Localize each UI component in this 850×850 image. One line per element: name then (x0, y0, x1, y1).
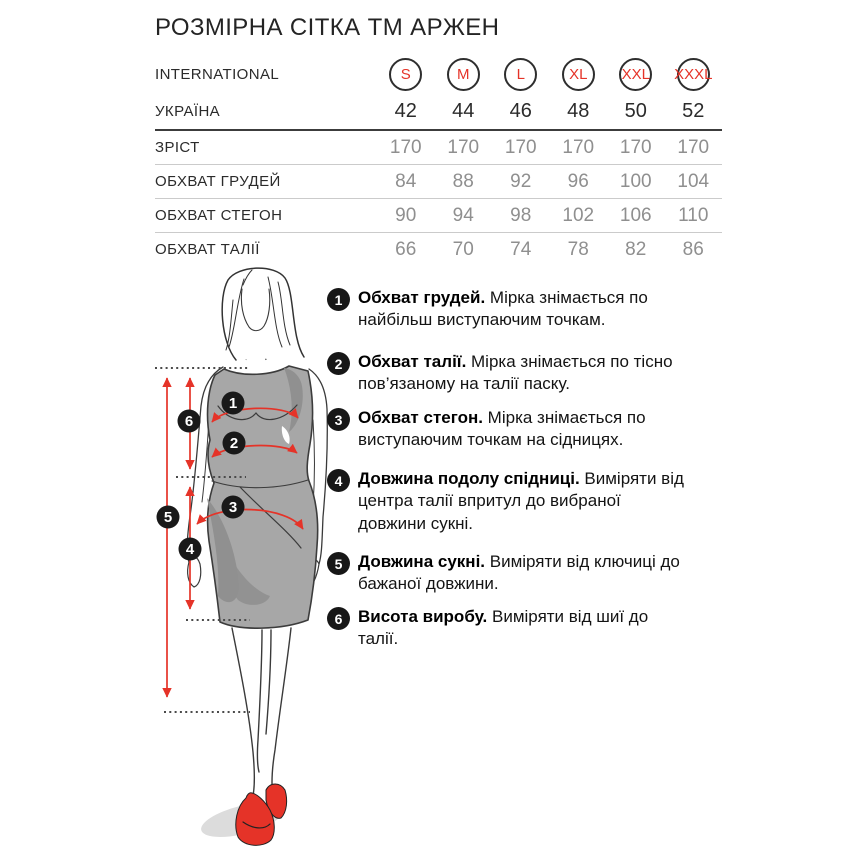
row-label-ukraine: УКРАЇНА (155, 102, 221, 120)
size-badge-xl: XL (562, 58, 595, 91)
marker-label-3: 3 (228, 499, 238, 517)
marker-label-2: 2 (229, 435, 239, 453)
measurement-term: Обхват стегон. (358, 408, 483, 427)
marker-label-6: 6 (184, 413, 194, 431)
measurement-desc: Виміряти від центра талії впритул до вибраної довжини сукні. (358, 469, 684, 533)
table-row-height: ЗРІСТ 170 170 170 170 170 170 (155, 131, 722, 165)
measurement-term: Висота виробу. (358, 607, 488, 626)
table-row-ukraine (155, 93, 722, 129)
measurement-item-3 (327, 407, 690, 452)
head (222, 268, 304, 360)
table-body (155, 129, 722, 266)
ukraine-size: 46 (509, 99, 532, 122)
legs (232, 628, 291, 800)
measurement-desc: Мірка знімається по виступаючим точкам на сідницях. (358, 408, 646, 450)
measurement-item-4 (327, 468, 690, 535)
measurement-desc: Виміряти від ключиці до бажаної довжини. (358, 552, 680, 594)
ukraine-size: 50 (624, 99, 647, 122)
size-badge-xxxl: XXXL (677, 58, 710, 91)
measurement-desc: Виміряти від шиї до талії. (358, 607, 649, 649)
size-badge-s: S (389, 58, 422, 91)
ukraine-size: 52 (682, 99, 705, 122)
item-number-badge: 5 (327, 552, 350, 575)
measurement-desc: Мірка знімається по найбільш виступаючим точкам. (358, 288, 648, 330)
marker-label-5: 5 (163, 509, 173, 527)
table-row-hips: ОБХВАТ СТЕГОН 90 94 98 102 106 110 (155, 199, 722, 233)
table-row-international (155, 55, 722, 93)
item-number-badge: 6 (327, 607, 350, 630)
red-shoes (236, 784, 287, 845)
woman-illustration (184, 268, 327, 845)
measurement-item-2 (327, 351, 690, 396)
table-row-chest: ОБХВАТ ГРУДЕЙ 84 88 92 96 100 104 (155, 165, 722, 199)
ukraine-size: 44 (452, 99, 475, 122)
measurement-term: Обхват грудей. (358, 288, 486, 307)
ukraine-size: 48 (567, 99, 590, 122)
item-number-badge: 1 (327, 288, 350, 311)
table-row-waist: ОБХВАТ ТАЛІЇ 66 70 74 78 82 86 (155, 238, 704, 260)
measurement-term: Довжина сукні. (358, 552, 486, 571)
page-title: РОЗМІРНА СІТКА ТМ АРЖЕН (155, 14, 500, 41)
item-number-badge: 4 (327, 469, 350, 492)
measurement-term: Обхват талії. (358, 352, 467, 371)
item-number-badge: 3 (327, 408, 350, 431)
measurement-item-5 (327, 551, 690, 596)
size-badge-l: L (504, 58, 537, 91)
measurement-term: Довжина подолу спідниці. (358, 469, 580, 488)
marker-label-1: 1 (228, 395, 238, 413)
size-badge-m: M (447, 58, 480, 91)
measurement-diagram (140, 262, 345, 848)
row-label-international: INTERNATIONAL (155, 65, 280, 83)
marker-label-4: 4 (185, 541, 195, 559)
item-number-badge: 2 (327, 352, 350, 375)
ukraine-size: 42 (394, 99, 417, 122)
size-badge-xxl: XXL (619, 58, 652, 91)
measurement-desc: Мірка знімається по тісно пов’язаному на талії паску. (358, 352, 673, 394)
measurement-item-1 (327, 287, 690, 332)
measurement-item-6 (327, 606, 690, 651)
size-table (155, 55, 722, 266)
